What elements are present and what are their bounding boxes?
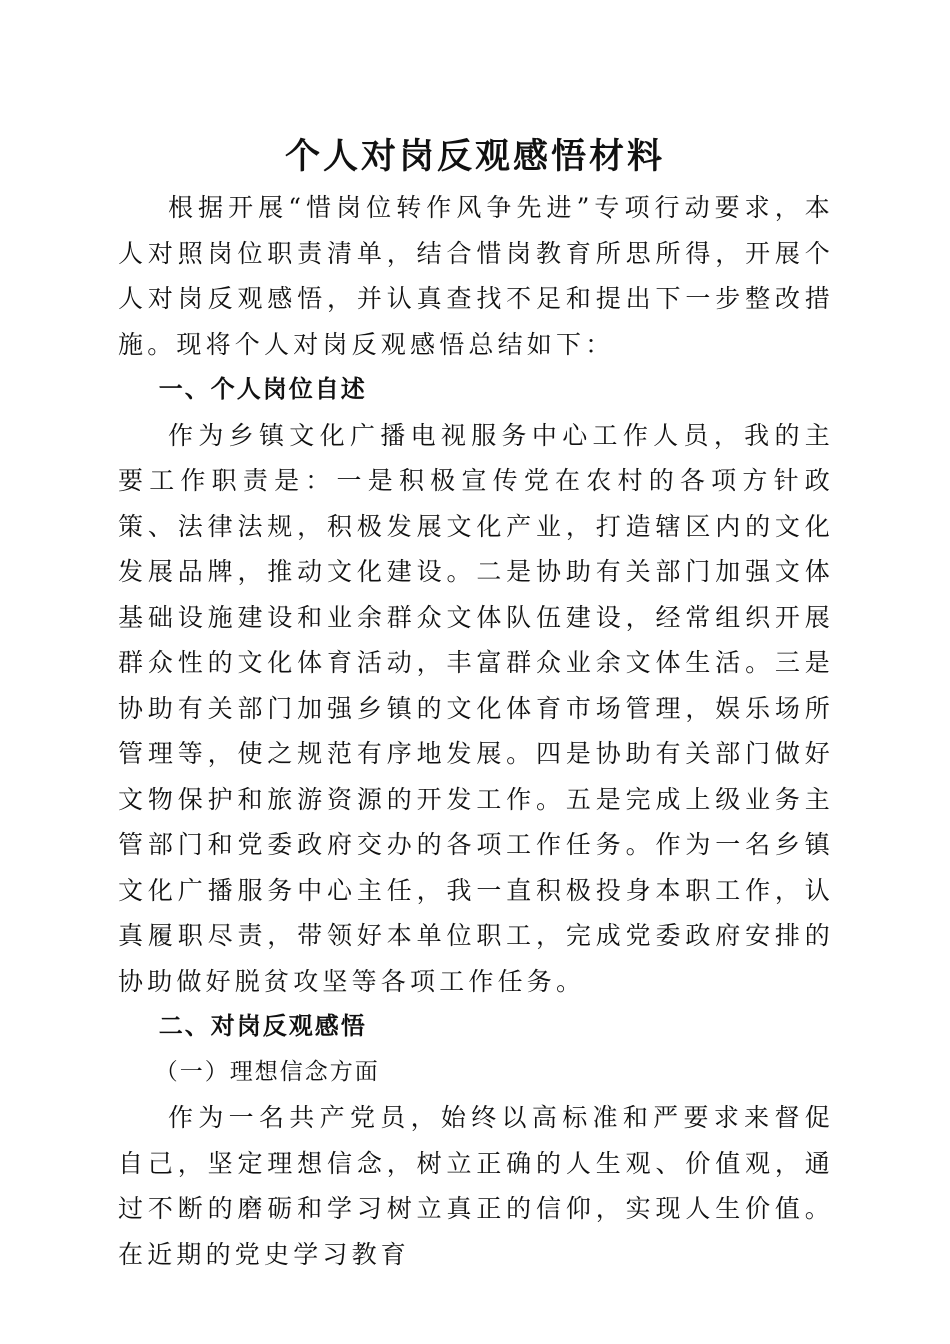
intro-paragraph: 根据开展“惜岗位转作风争先进”专项行动要求，本人对照岗位职责清单，结合惜岗教育所思所得，开展个人对岗反观感悟，并认真查找不足和提出下一步整改措施。现将个人对岗反观感悟总结如下： xyxy=(118,193,834,359)
document-body xyxy=(118,185,834,1277)
personal-role-paragraph: 作为乡镇文化广播电视服务中心工作人员，我的主要工作职责是：一是积极宣传党在农村的各项方针政策、法律法规，积极发展文化产业，打造辖区内的文化发展品牌，推动文化建设。二是协助有关部门加强文体基础设施建设和业余群众文体队伍建设，经常组织开展群众性的文化体育活动，丰富群众业余文体生活。三是协助有关部门加强乡镇的文化体育市场管理，娱乐场所管理等，使之规范有序地发展。四是协助有关部门做好文物保护和旅游资源的开发工作。五是完成上级业务主管部门和党委政府交办的各项工作任务。作为一名乡镇文化广播服务中心主任，我一直积极投身本职工作，认真履职尽责，带领好本单位职工，完成党委政府安排的协助做好脱贫攻坚等各项工作任务。 xyxy=(118,420,834,996)
ideals-paragraph: 作为一名共产党员，始终以高标准和严要求来督促自己，坚定理想信念，树立正确的人生观、价值观，通过不断的磨砺和学习树立真正的信仰，实现人生价值。在近期的党史学习教育 xyxy=(118,1103,834,1269)
section-heading-personal-role: 一、个人岗位自述 xyxy=(158,375,367,403)
document-title: 个人对岗反观感悟材料 xyxy=(284,136,665,177)
subsection-heading-ideals: （一）理想信念方面 xyxy=(154,1058,380,1085)
section-heading-reflection: 二、对岗反观感悟 xyxy=(158,1012,367,1040)
